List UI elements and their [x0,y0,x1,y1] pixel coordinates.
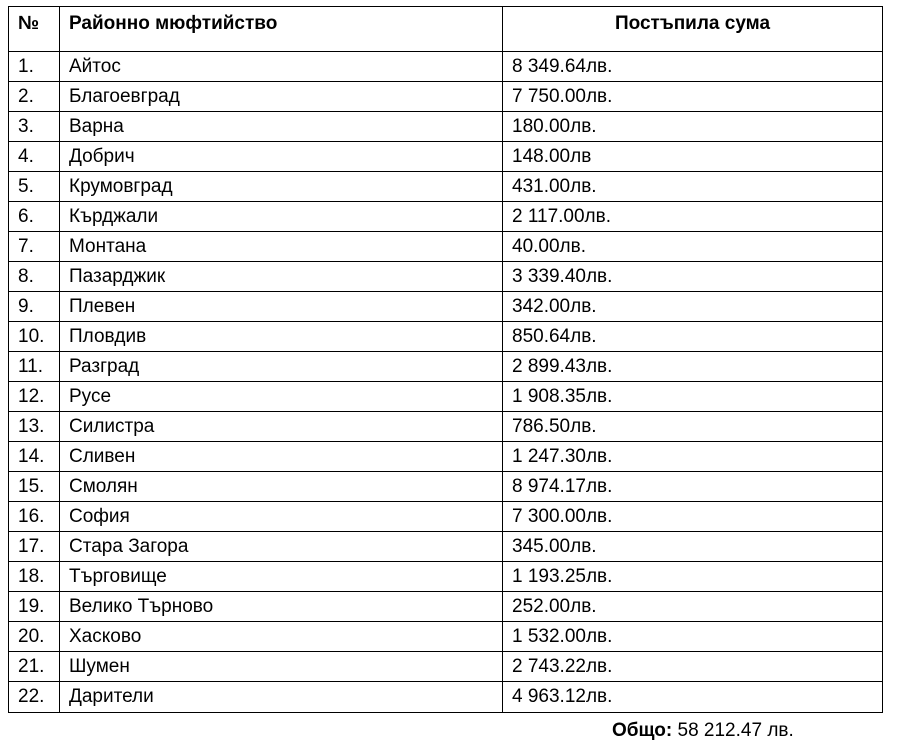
cell-amount: 4 963.12лв. [503,682,883,713]
cell-number: 12. [9,382,60,412]
cell-amount: 850.64лв. [503,322,883,352]
cell-number: 2. [9,82,60,112]
cell-number: 7. [9,232,60,262]
total-line [612,720,794,742]
cell-name: Добрич [60,142,503,172]
cell-name: Пазарджик [60,262,503,292]
table-row [9,52,883,82]
table-row [9,412,883,442]
cell-amount: 342.00лв. [503,292,883,322]
cell-name: Пловдив [60,322,503,352]
table-row [9,172,883,202]
cell-name: Сливен [60,442,503,472]
cell-name: Разград [60,352,503,382]
cell-name: Айтос [60,52,503,82]
cell-name: Дарители [60,682,503,713]
cell-name: Русе [60,382,503,412]
donations-table [8,6,883,713]
table-row [9,472,883,502]
cell-name: Силистра [60,412,503,442]
cell-name: Смолян [60,472,503,502]
total-value: 58 212.47 лв. [677,720,794,741]
table-row [9,532,883,562]
total-label: Общо: [612,720,673,741]
cell-amount: 3 339.40лв. [503,262,883,292]
cell-amount: 7 750.00лв. [503,82,883,112]
cell-name: Монтана [60,232,503,262]
cell-number: 8. [9,262,60,292]
column-header-name: Районно мюфтийство [60,7,503,52]
cell-amount: 40.00лв. [503,232,883,262]
cell-amount: 1 193.25лв. [503,562,883,592]
table-row [9,142,883,172]
cell-name: Благоевград [60,82,503,112]
cell-amount: 1 532.00лв. [503,622,883,652]
cell-number: 22. [9,682,60,713]
cell-amount: 1 908.35лв. [503,382,883,412]
table-row [9,232,883,262]
cell-number: 19. [9,592,60,622]
cell-amount: 8 349.64лв. [503,52,883,82]
table-row [9,562,883,592]
cell-amount: 1 247.30лв. [503,442,883,472]
cell-amount: 2 899.43лв. [503,352,883,382]
cell-number: 16. [9,502,60,532]
cell-number: 15. [9,472,60,502]
cell-amount: 2 117.00лв. [503,202,883,232]
table-row [9,262,883,292]
cell-number: 17. [9,532,60,562]
cell-number: 20. [9,622,60,652]
cell-number: 14. [9,442,60,472]
table-row [9,622,883,652]
table-row [9,502,883,532]
table-row [9,682,883,713]
column-header-amount: Постъпила сума [503,7,883,52]
cell-number: 10. [9,322,60,352]
donations-table-container [8,6,883,713]
table-body [9,52,883,713]
cell-name: Търговище [60,562,503,592]
cell-number: 11. [9,352,60,382]
cell-number: 6. [9,202,60,232]
cell-name: Хасково [60,622,503,652]
cell-amount: 8 974.17лв. [503,472,883,502]
cell-amount: 148.00лв [503,142,883,172]
table-row [9,442,883,472]
table-row [9,382,883,412]
cell-number: 5. [9,172,60,202]
cell-number: 4. [9,142,60,172]
cell-number: 9. [9,292,60,322]
cell-amount: 786.50лв. [503,412,883,442]
table-header-row [9,7,883,52]
cell-amount: 2 743.22лв. [503,652,883,682]
cell-amount: 180.00лв. [503,112,883,142]
table-row [9,322,883,352]
table-row [9,292,883,322]
cell-name: Варна [60,112,503,142]
table-row [9,202,883,232]
cell-name: София [60,502,503,532]
cell-amount: 431.00лв. [503,172,883,202]
table-row [9,112,883,142]
cell-number: 3. [9,112,60,142]
cell-amount: 252.00лв. [503,592,883,622]
cell-amount: 7 300.00лв. [503,502,883,532]
cell-name: Плевен [60,292,503,322]
cell-name: Кърджали [60,202,503,232]
cell-number: 21. [9,652,60,682]
cell-name: Стара Загора [60,532,503,562]
table-row [9,352,883,382]
cell-number: 18. [9,562,60,592]
table-row [9,652,883,682]
cell-name: Шумен [60,652,503,682]
cell-number: 1. [9,52,60,82]
table-row [9,82,883,112]
cell-amount: 345.00лв. [503,532,883,562]
cell-name: Крумовград [60,172,503,202]
column-header-number: № [9,7,60,52]
cell-number: 13. [9,412,60,442]
table-row [9,592,883,622]
cell-name: Велико Търново [60,592,503,622]
